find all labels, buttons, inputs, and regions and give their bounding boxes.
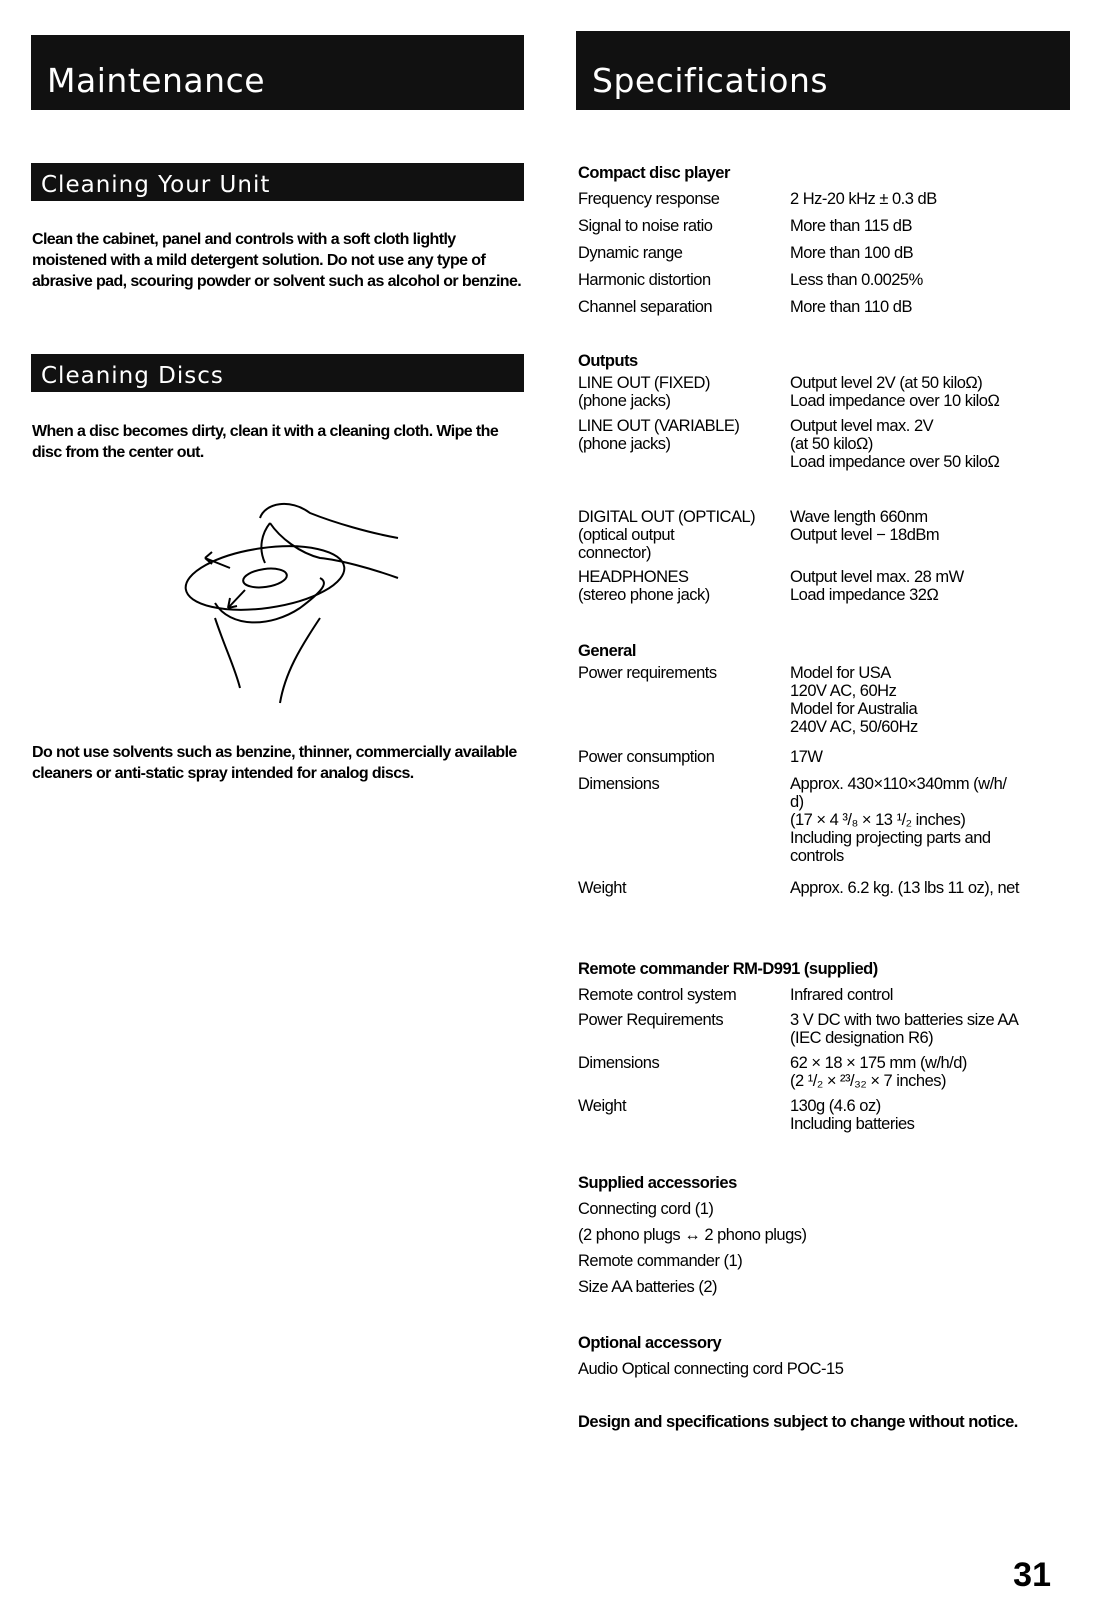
spec-row xyxy=(578,213,1078,240)
spec-row xyxy=(578,1009,1078,1054)
general-section xyxy=(578,638,1078,902)
hand-shape xyxy=(215,578,324,703)
change-notice: Design and specifications subject to change without notice. xyxy=(578,1413,1018,1431)
spec-value: 130g (4.6 oz) Including batteries xyxy=(790,1097,915,1133)
solvent-warning-text: Do not use solvents such as benzine, thinner, commercially available cleaners or anti-static spray intended for analog discs. xyxy=(32,744,517,782)
maintenance-title: Maintenance xyxy=(47,61,266,100)
spec-label: Signal to noise ratio xyxy=(578,217,713,235)
spec-row xyxy=(578,744,1078,771)
spec-label: Power consumption xyxy=(578,748,715,766)
spec-value: Wave length 660nm Output level − 18dBm xyxy=(790,508,940,544)
spec-value: Infrared control xyxy=(790,986,893,1004)
spec-value: 17W xyxy=(790,748,823,766)
spec-label: Frequency response xyxy=(578,190,720,208)
spec-value: 3 V DC with two batteries size AA (IEC designation R6) xyxy=(790,1011,1019,1047)
cd-player-section xyxy=(578,160,1078,321)
spec-value: 62 × 18 × 175 mm (w/h/d) (2 ¹/₂ × ²³/₃₂ × 7 inches) xyxy=(790,1054,967,1090)
supplied-section xyxy=(578,1170,1078,1300)
spec-label: LINE OUT (FIXED) (phone jacks) xyxy=(578,374,710,410)
list-item: Remote commander (1) xyxy=(578,1252,743,1270)
spec-row xyxy=(578,294,1078,321)
optional-heading: Optional accessory xyxy=(578,1334,722,1352)
cleaning-discs-heading-bar xyxy=(31,354,524,392)
spec-label: Dynamic range xyxy=(578,244,683,262)
spec-label: LINE OUT (VARIABLE) (phone jacks) xyxy=(578,417,740,453)
remote-section xyxy=(578,956,1078,1137)
specifications-title: Specifications xyxy=(592,61,829,100)
list-item: Connecting cord (1) xyxy=(578,1200,714,1218)
remote-heading: Remote commander RM-D991 (supplied) xyxy=(578,960,878,978)
spec-value: Approx. 430×110×340mm (w/h/ d) (17 × 4 ³/₈ × 13 ¹/₂ inches) Including projecting parts and controls xyxy=(790,775,1007,865)
spec-row xyxy=(578,664,1078,744)
spec-label: DIGITAL OUT (OPTICAL) (optical output connector) xyxy=(578,508,756,562)
spec-row xyxy=(578,417,1078,508)
spec-value: Approx. 6.2 kg. (13 lbs 11 oz), net xyxy=(790,879,1019,897)
spec-row xyxy=(578,1054,1078,1097)
cleaning-unit-heading: Cleaning Your Unit xyxy=(41,172,271,198)
specifications-banner xyxy=(576,31,1070,110)
spec-row xyxy=(578,186,1078,213)
page-number: 31 xyxy=(1013,1556,1051,1594)
spec-label: Remote control system xyxy=(578,986,737,1004)
spec-value: Model for USA 120V AC, 60Hz Model for Australia 240V AC, 50/60Hz xyxy=(790,664,918,736)
arrow-icon xyxy=(228,590,245,608)
spec-label: Weight xyxy=(578,1097,627,1115)
spec-value: Output level max. 2V (at 50 kiloΩ) Load impedance over 50 kiloΩ xyxy=(790,417,1000,471)
spec-value: Output level 2V (at 50 kiloΩ) Load impedance over 10 kiloΩ xyxy=(790,374,1000,410)
spec-row xyxy=(578,568,1078,608)
cleaning-discs-heading: Cleaning Discs xyxy=(41,363,224,389)
spec-label: Dimensions xyxy=(578,1054,660,1072)
maintenance-banner xyxy=(31,35,524,110)
general-heading: General xyxy=(578,642,636,660)
disc-cleaning-illustration xyxy=(170,498,400,718)
disc-shape xyxy=(182,537,349,619)
spec-row xyxy=(578,771,1078,875)
spec-label: Channel separation xyxy=(578,298,713,316)
cleaning-discs-text: When a disc becomes dirty, clean it with a cleaning cloth. Wipe the disc from the center out. xyxy=(32,423,499,461)
spec-row xyxy=(578,982,1078,1009)
spec-value: More than 115 dB xyxy=(790,217,912,235)
list-item: (2 phono plugs ↔ 2 phono plugs) xyxy=(578,1226,807,1244)
cleaning-unit-text: Clean the cabinet, panel and controls with a soft cloth lightly moistened with a mild detergent solution. Do not use any type of abrasive pad, scouring powder or solvent such as alcohol or benzine. xyxy=(32,231,522,290)
supplied-heading: Supplied accessories xyxy=(578,1174,737,1192)
outputs-heading: Outputs xyxy=(578,352,638,370)
spec-value: Output level max. 28 mW Load impedance 32Ω xyxy=(790,568,964,604)
spec-row xyxy=(578,240,1078,267)
spec-label: HEADPHONES (stereo phone jack) xyxy=(578,568,710,604)
optional-section xyxy=(578,1330,1078,1382)
spec-row xyxy=(578,1097,1078,1137)
spec-label: Dimensions xyxy=(578,775,660,793)
cd-player-heading: Compact disc player xyxy=(578,164,730,182)
spec-value: More than 110 dB xyxy=(790,298,912,316)
spec-row xyxy=(578,374,1078,417)
spec-label: Weight xyxy=(578,879,627,897)
cleaning-unit-heading-bar xyxy=(31,163,524,201)
spec-label: Power requirements xyxy=(578,664,717,682)
outputs-section xyxy=(578,348,1078,608)
list-item: Size AA batteries (2) xyxy=(578,1278,717,1296)
cloth-shape xyxy=(260,504,398,578)
spec-label: Harmonic distortion xyxy=(578,271,711,289)
spec-value: 2 Hz-20 kHz ± 0.3 dB xyxy=(790,190,937,208)
list-item: Audio Optical connecting cord POC-15 xyxy=(578,1360,844,1378)
spec-value: Less than 0.0025% xyxy=(790,271,923,289)
spec-row xyxy=(578,267,1078,294)
spec-row xyxy=(578,875,1078,902)
spec-row xyxy=(578,508,1078,568)
spec-value: More than 100 dB xyxy=(790,244,914,262)
spec-label: Power Requirements xyxy=(578,1011,724,1029)
